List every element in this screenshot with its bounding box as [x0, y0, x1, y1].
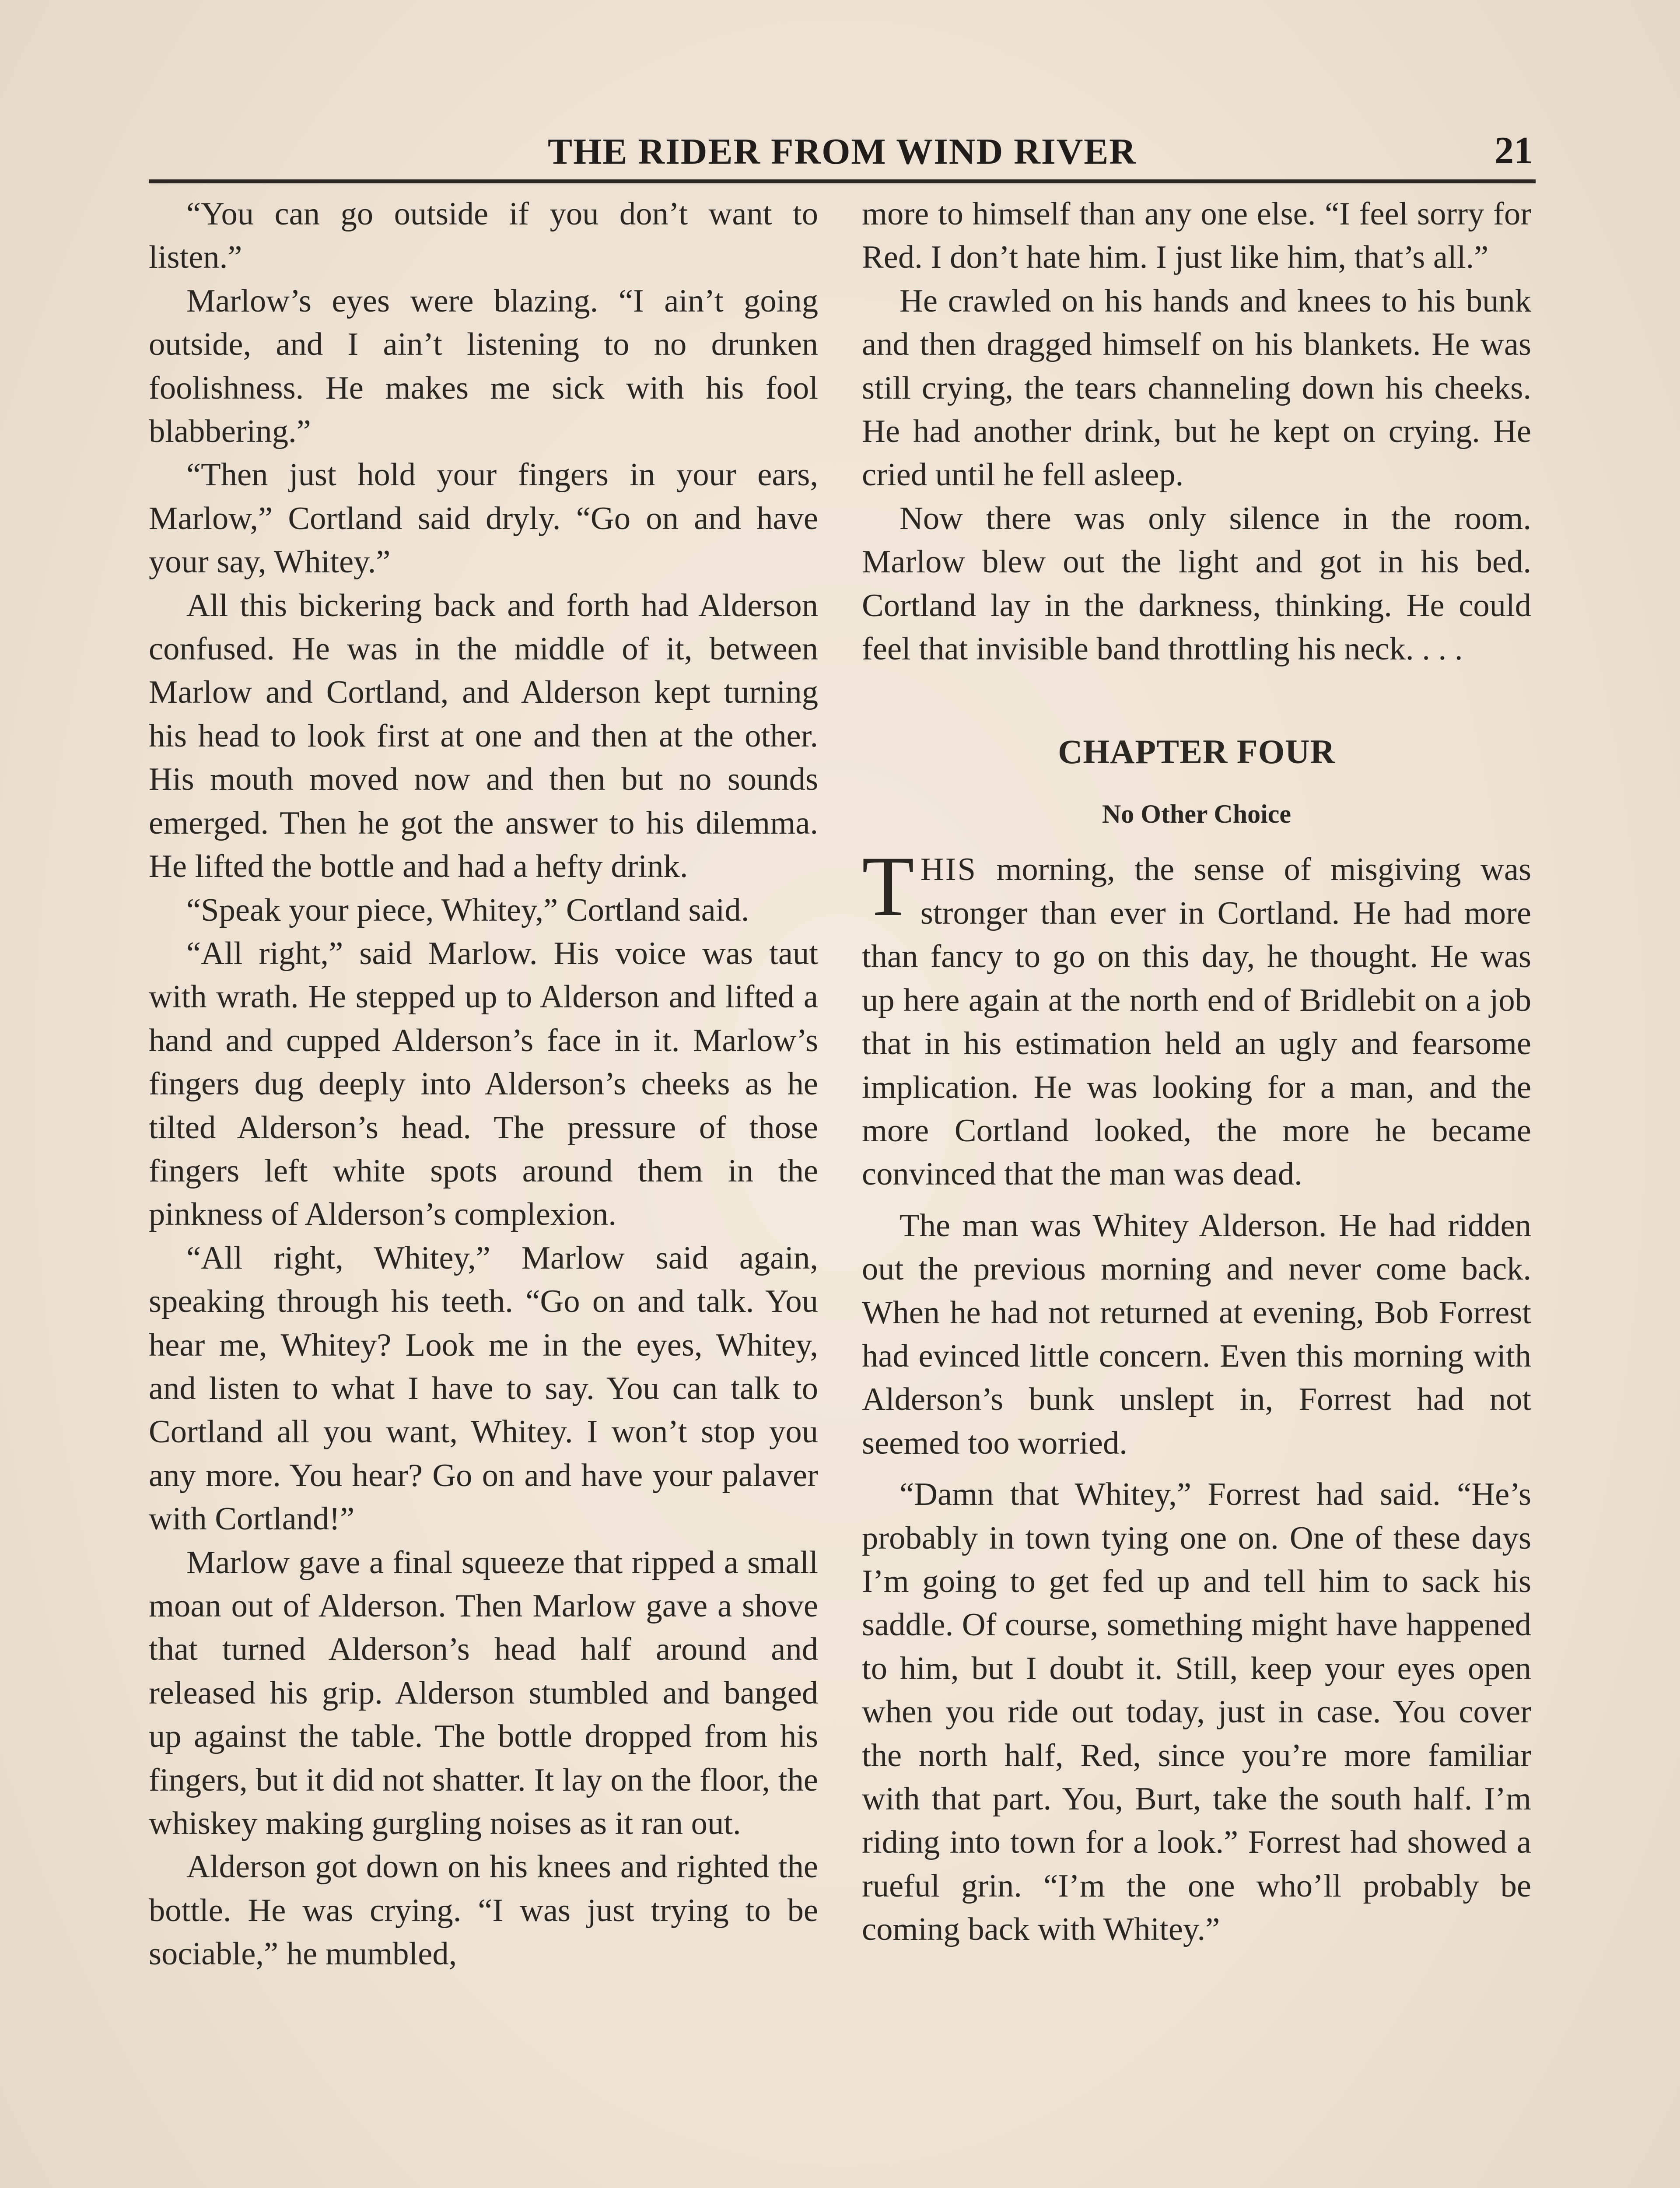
page-number: 21 [1494, 130, 1533, 172]
left-column [149, 193, 818, 1976]
paragraph: Alderson got down on his knees and righted the bottle. He was crying. “I was just trying to be sociable,” he mumbled, [149, 1849, 818, 1972]
opening-text: morning, the sense of misgiving was stronger than ever in Cortland. He had more than fancy to go on this day, he thought. He was up here again at the north end of Bridlebit on a job that in his estimation held an ugly and fearsome implication. He was looking for a man, and the more Cortland looked, the more he became convinced that the man was dead. [862, 852, 1531, 1192]
paragraph: The man was Whitey Alderson. He had ridden out the previous morning and never come back. When he had not returned at evening, Bob Forrest had evinced little concern. Even this morning with Alderson’s bunk unslept in, Forrest had not seemed too worried. [862, 1207, 1531, 1461]
chapter-title: CHAPTER FOUR [1058, 733, 1335, 771]
opening-lead-word: HIS [920, 852, 977, 888]
drop-cap: T [862, 839, 914, 934]
continued-paragraph: more to himself than any one else. “I feel sorry for Red. I don’t hate him. I just like him, that’s all.” [862, 196, 1531, 276]
paragraph: “Then just hold your fingers in your ears, Marlow,” Cortland said dryly. “Go on and have your say, Whitey.” [149, 457, 818, 580]
page-header [149, 127, 1536, 179]
right-column [862, 193, 1531, 1952]
paragraph: “Speak your piece, Whitey,” Cortland said. [186, 892, 749, 928]
paragraph: “All right, Whitey,” Marlow said again, speaking through his teeth. “Go on and talk. You hear me, Whitey? Look me in the eyes, Whitey, and listen to what I have to say. You can talk to Cortland all you want, Whitey. I won’t stop you any more. You hear? Go on and have your palaver with Cortland!” [149, 1240, 818, 1537]
paragraph: “Damn that Whitey,” Forrest had said. “He’s probably in town tying one on. One of these days I’m going to get fed up and tell him to sack his saddle. Of course, something might have happened to him, but I doubt it. Still, keep your eyes open when you ride out today, just in case. You cover the north half, Red, since you’re more familiar with that part. You, Burt, take the south half. I’m riding into town for a look.” Forrest had showed a rueful grin. “I’m the one who’ll probably be coming back with Whitey.” [862, 1476, 1531, 1948]
paragraph: All this bickering back and forth had Alderson confused. He was in the middle of it, between Marlow and Cortland, and Alderson kept turning his head to look first at one and then at the other. His mouth moved now and then but no sounds emerged. Then he got the answer to his dilemma. He lifted the bottle and had a hefty drink. [149, 587, 818, 885]
paragraph: “You can go outside if you don’t want to listen.” [149, 196, 818, 276]
header-rule [149, 179, 1536, 183]
chapter-subtitle: No Other Choice [1102, 799, 1292, 829]
paragraph: Marlow gave a final squeeze that ripped a small moan out of Alderson. Then Marlow gave a shove that turned Alderson’s head half around and released his grip. Alderson stumbled and banged up against the table. The bottle dropped from his fingers, but it did not shatter. It lay on the floor, the whiskey making gurgling noises as it ran out. [149, 1544, 818, 1842]
paragraph: He crawled on his hands and knees to his bunk and then dragged himself on his blankets. He was still crying, the tears channeling down his cheeks. He had another drink, but he kept on crying. He cried until he fell asleep. [862, 283, 1531, 493]
paragraph: Marlow’s eyes were blazing. “I ain’t going outside, and I ain’t listening to no drunken foolishness. He makes me sick with his fool blabbering.” [149, 283, 818, 450]
chapter-opening-paragraph [862, 839, 1531, 1196]
running-title: THE RIDER FROM WIND RIVER [548, 131, 1137, 172]
paragraph: “All right,” said Marlow. His voice was taut with wrath. He stepped up to Alderson and lifted a hand and cupped Alderson’s face in it. Marlow’s fingers dug deeply into Alderson’s cheeks as he tilted Alderson’s head. The pressure of those fingers left white spots around them in the pinkness of Alderson’s complexion. [149, 935, 818, 1233]
paragraph: Now there was only silence in the room. Marlow blew out the light and got in his bed. Cortland lay in the darkness, thinking. He could feel that invisible band throttling his neck. . . . [862, 500, 1531, 667]
